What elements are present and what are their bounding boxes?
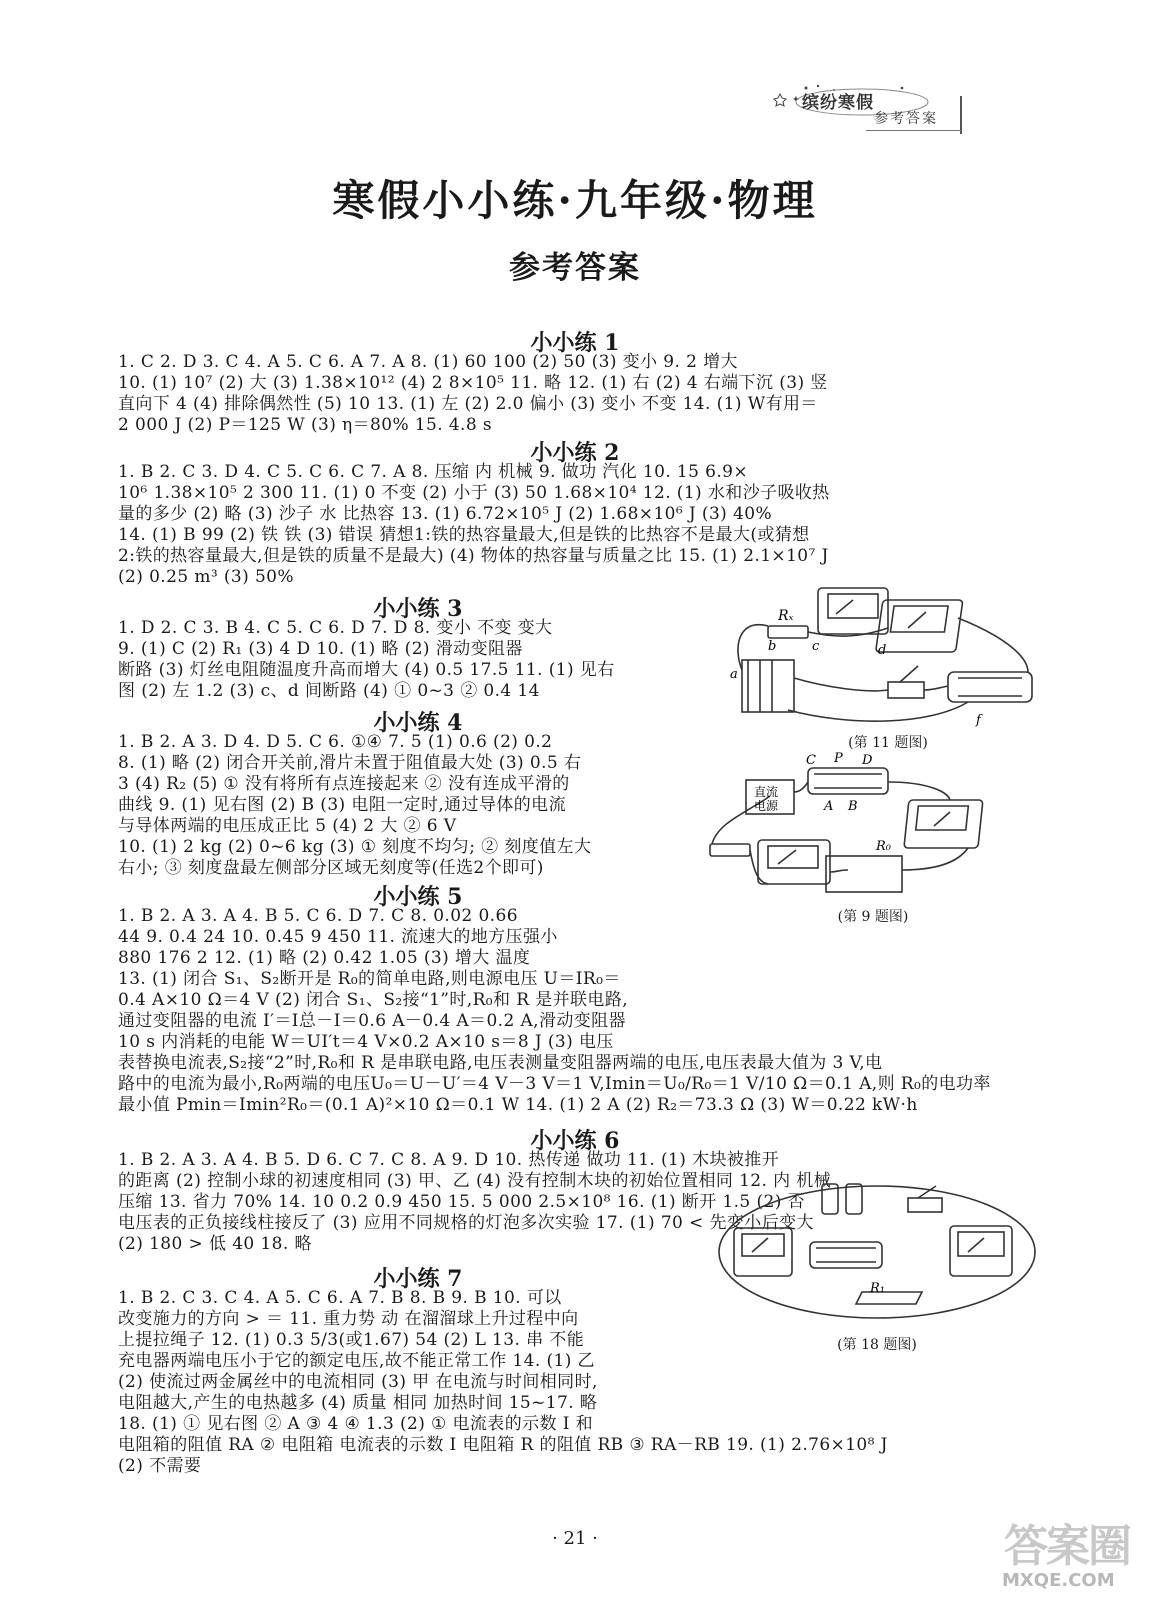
label-d: D — [862, 753, 873, 768]
label-c: c — [812, 639, 820, 654]
watermark — [996, 1510, 1146, 1596]
header-answers-label: 参考答案 — [874, 111, 938, 127]
answer-line: 13. (1) 闭合 S₁、S₂断开是 R₀的简单电路,则电源电压 U＝IR₀＝ — [118, 969, 621, 989]
label-rx: Rₓ — [778, 608, 794, 624]
label-b: b — [768, 639, 777, 654]
answer-line: 18. (1) ① 见右图 ② A ③ 4 ④ 1.3 (2) ① 电流表的示数 I 和 — [118, 1414, 594, 1434]
answer-line: 断路 (3) 灯丝电阻随温度升高而增大 (4) 0.5 17.5 11. (1) 见右 — [118, 660, 615, 680]
answer-line: 10⁶ 1.38×10⁵ 2 300 11. (1) 0 不变 (2) 小于 (3) 50 1.68×10⁴ 12. (1) 水和沙子吸收热 — [118, 483, 830, 503]
answer-line: 14. (1) B 99 (2) 铁 铁 (3) 错误 猜想1:铁的热容量最大,但是铁的比热容不是最大(或猜想 — [118, 525, 810, 545]
answer-line: 1. B 2. C 3. C 4. A 5. C 6. A 7. B 8. B 9. B 10. 可以 — [118, 1288, 562, 1308]
page-subtitle: 参考答案 — [509, 250, 641, 286]
answer-line: (2) 180 > 低 40 18. 略 — [118, 1234, 312, 1254]
circuit-diagram-icon — [712, 1180, 1042, 1330]
page-number: · 21 · — [552, 1528, 598, 1549]
answer-line: (2) 使流过两金属丝中的电流相同 (3) 甲 在电流与时间相同时, — [118, 1372, 598, 1392]
label-f: f — [976, 713, 981, 728]
section-heading-3: 小小练 3 — [373, 596, 463, 622]
answer-line: 2 000 J (2) P＝125 W (3) η＝80% 15. 4.8 s — [118, 415, 493, 435]
header-underline — [866, 130, 962, 131]
label-a: A — [824, 799, 834, 814]
answer-line: (2) 不需要 — [118, 1456, 202, 1476]
answer-line: 曲线 9. (1) 见右图 (2) B (3) 电阻一定时,通过导体的电流 — [118, 795, 566, 815]
figure-caption: (第 11 题图) — [848, 735, 928, 751]
answer-line: 1. B 2. A 3. A 4. B 5. C 6. D 7. C 8. 0.02 0.66 — [118, 906, 518, 926]
header-divider — [960, 96, 962, 134]
answer-line: 压缩 13. 省力 70% 14. 10 0.2 0.9 450 15. 5 000 2.5×10⁸ 16. (1) 断开 1.5 (2) 否 — [118, 1192, 805, 1212]
answer-line: 直向下 4 (4) 排除偶然性 (5) 10 13. (1) 左 (2) 2.0 偏小 (3) 变小 不变 14. (1) W有用＝ — [118, 394, 818, 414]
section-heading-5: 小小练 5 — [373, 884, 463, 910]
figure-caption: (第 18 题图) — [837, 1337, 917, 1353]
answer-line: 与导体两端的电压成正比 5 (4) 2 大 ② 6 V — [118, 816, 457, 836]
answer-line: 1. D 2. C 3. B 4. C 5. C 6. D 7. D 8. 变小 不变 变大 — [118, 618, 553, 638]
answer-line: 1. B 2. A 3. D 4. D 5. C 6. ①④ 7. 5 (1) 0.6 (2) 0.2 — [118, 732, 553, 752]
answer-line: 电阻箱的阻值 RA ② 电阻箱 电流表的示数 I 电阻箱 R 的阻值 RB ③ RA－RB 19. (1) 2.76×10⁸ J — [118, 1435, 888, 1455]
brand-text: 缤纷寒假 — [802, 93, 874, 113]
answer-line: 0.4 A×10 Ω＝4 V (2) 闭合 S₁、S₂接“1”时,R₀和 R 是并联电路, — [118, 990, 629, 1010]
answer-line: 最小值 Pmin＝Imin²R₀＝(0.1 A)²×10 Ω＝0.1 W 14. (1) 2 A (2) R₂＝73.3 Ω (3) W＝0.22 kW·h — [118, 1095, 918, 1115]
answer-line: 电阻越大,产生的电热越多 (4) 质量 相同 加热时间 15~17. 略 — [118, 1393, 598, 1413]
answer-line: 10 s 内消耗的电能 W＝UI′t＝4 V×0.2 A×10 s＝8 J (3) 电压 — [118, 1032, 614, 1052]
answer-line: 880 176 2 12. (1) 略 (2) 0.42 1.05 (3) 增大 温度 — [118, 948, 531, 968]
watermark-bottom: MXQE.COM — [1002, 1570, 1115, 1591]
answer-line: 10. (1) 10⁷ (2) 大 (3) 1.38×10¹² (4) 2 8×10⁵ 11. 略 12. (1) 右 (2) 4 右端下沉 (3) 竖 — [118, 373, 828, 393]
section-heading-6: 小小练 6 — [530, 1128, 620, 1154]
circuit-figure-9 — [688, 752, 1058, 925]
answer-line: 图 (2) 左 1.2 (3) c、d 间断路 (4) ① 0~3 ② 0.4 14 — [118, 681, 540, 701]
answer-line: 8. (1) 略 (2) 闭合开关前,滑片未置于阻值最大处 (3) 0.5 右 — [118, 753, 582, 773]
answer-line: 上提拉绳子 12. (1) 0.3 5/3(或1.67) 54 (2) L 13. 串 不能 — [118, 1330, 585, 1350]
answer-line: 通过变阻器的电流 I′＝I总－I＝0.6 A－0.4 A＝0.2 A,滑动变阻器 — [118, 1011, 626, 1031]
section-body-3 — [118, 618, 615, 702]
section-heading-1: 小小练 1 — [530, 330, 620, 356]
answer-line: 9. (1) C (2) R₁ (3) 4 D 10. (1) 略 (2) 滑动变阻器 — [118, 639, 523, 659]
circuit-figure-11 — [728, 578, 1048, 751]
label-dc: 直流 — [754, 785, 779, 799]
circuit-figure-18 — [712, 1180, 1042, 1353]
section-body-1 — [118, 352, 828, 436]
page-title: 寒假小小练·九年级·物理 — [332, 176, 818, 225]
circuit-diagram-icon — [688, 752, 1058, 902]
section-body-4 — [118, 732, 591, 879]
label-d: d — [878, 643, 887, 658]
figure-caption: (第 9 题图) — [837, 909, 909, 925]
answer-line: 路中的电流为最小,R₀两端的电压U₀＝U－U′＝4 V－3 V＝1 V,Imin＝U₀/R₀＝1 V/10 Ω＝0.1 A,则 R₀的电功率 — [118, 1074, 991, 1094]
section-heading-2: 小小练 2 — [530, 440, 620, 466]
label-power: 电源 — [754, 799, 779, 813]
answer-line: 1. B 2. C 3. D 4. C 5. C 6. C 7. A 8. 压缩 内 机械 9. 做功 汽化 10. 15 6.9× — [118, 462, 749, 482]
answer-line: 44 9. 0.4 24 10. 0.45 9 450 11. 流速大的地方压强小 — [118, 927, 558, 947]
section-body-5 — [118, 906, 991, 1116]
label-c: C — [806, 753, 816, 768]
answer-line: 1. B 2. A 3. A 4. B 5. D 6. C 7. C 8. A 9. D 10. 热传递 做功 11. (1) 木块被推开 — [118, 1150, 780, 1170]
section-heading-4: 小小练 4 — [373, 710, 463, 736]
answer-line: 右小; ③ 刻度盘最左侧部分区域无刻度等(任选2个即可) — [118, 858, 544, 878]
answer-line: 1. C 2. D 3. C 4. A 5. C 6. A 7. A 8. (1) 60 100 (2) 50 (3) 变小 9. 2 增大 — [118, 352, 738, 372]
answer-line: 3 (4) R₂ (5) ① 没有将所有点连接起来 ② 没有连成平滑的 — [118, 774, 570, 794]
section-body-2 — [118, 462, 830, 588]
section-heading-7: 小小练 7 — [373, 1266, 463, 1292]
answer-line: 2:铁的热容量最大,但是铁的质量不是最大) (4) 物体的热容量与质量之比 15. (1) 2.1×10⁷ J — [118, 546, 829, 566]
answer-line: 充电器两端电压小于它的额定电压,故不能正常工作 14. (1) 乙 — [118, 1351, 595, 1371]
label-b: B — [848, 799, 858, 814]
label-r0: R₀ — [876, 839, 891, 854]
answer-line: 的距离 (2) 控制小球的初速度相同 (3) 甲、乙 (4) 没有控制木块的初始位置相同 12. 内 机械 — [118, 1171, 832, 1191]
label-a: a — [730, 667, 738, 682]
label-r1: R₁ — [870, 1281, 885, 1296]
watermark-top: 答案圈 — [1004, 1521, 1130, 1572]
answer-line: 电压表的正负接线柱接反了 (3) 应用不同规格的灯泡多次实验 17. (1) 70 < 先变小后变大 — [118, 1213, 814, 1233]
answer-line: 10. (1) 2 kg (2) 0~6 kg (3) ① 刻度不均匀; ② 刻度值左大 — [118, 837, 592, 857]
answer-line: 量的多少 (2) 略 (3) 沙子 水 比热容 13. (1) 6.72×10⁵ J (2) 1.68×10⁶ J (3) 40% — [118, 504, 772, 524]
label-p: P — [834, 752, 843, 766]
answer-line: (2) 0.25 m³ (3) 50% — [118, 567, 294, 587]
circuit-diagram-icon — [728, 578, 1048, 728]
answer-line: 表替换电流表,S₂接“2”时,R₀和 R 是串联电路,电压表测量变阻器两端的电压,电压表最大值为 3 V,电 — [118, 1053, 883, 1073]
answer-line: 改变施力的方向 > ＝ 11. 重力势 动 在溜溜球上升过程中向 — [118, 1309, 579, 1329]
